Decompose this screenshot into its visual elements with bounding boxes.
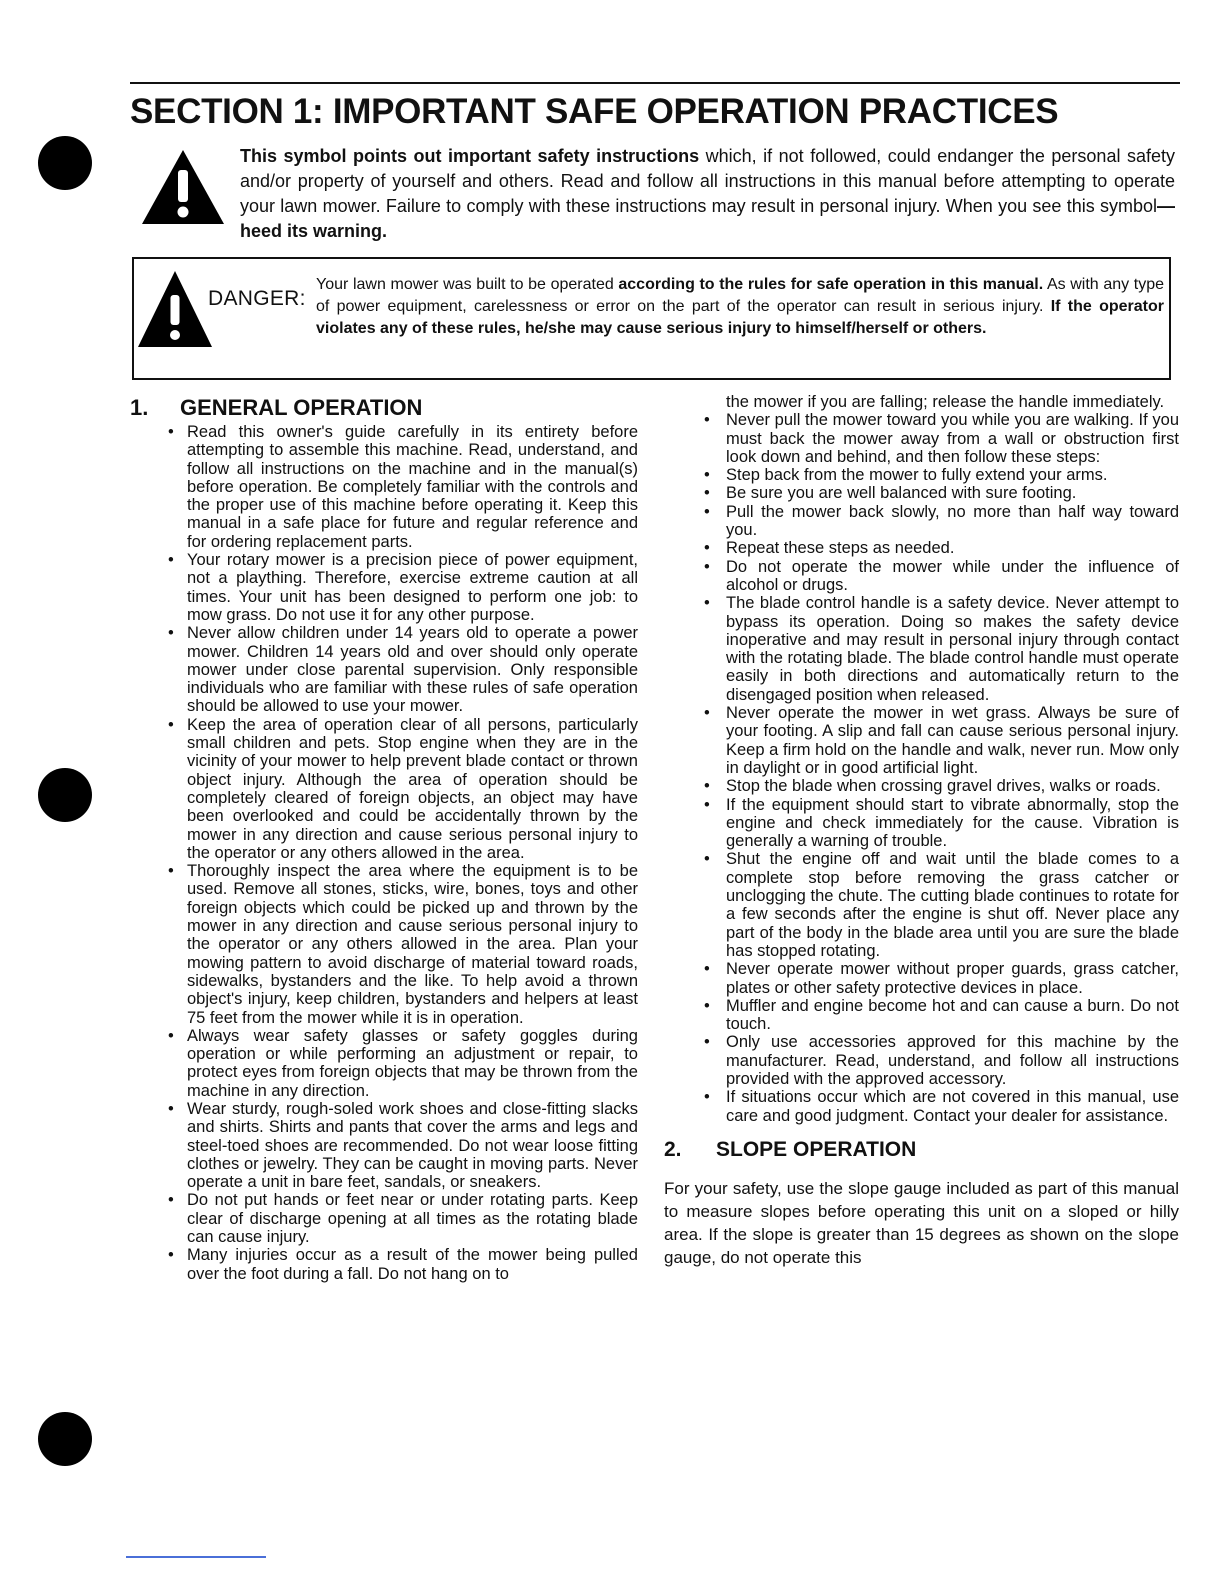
danger-notice [132,257,1171,380]
list-item [664,960,1179,997]
general-operation-list-left [130,423,638,1283]
list-item-text: Always wear safety glasses or safety goggles during operation or while performing an adjustment or repair, to protect eyes from foreign objects that may be thrown from the machine in any direction. [187,1026,638,1100]
bullet-icon: • [168,423,174,441]
list-item-text: The blade control handle is a safety device. Never attempt to bypass its operation. Doing so makes the safety device inoperative and may result in personal injury through contact with the rotating blade. The blade control handle must operate easily in both directions and automatically return to the disengaged position when released. [726,594,1179,704]
intro-lead-bold: This symbol points out important safety instructions [240,146,700,166]
danger-text [316,274,1164,340]
bullet-icon: • [168,551,174,570]
bullet-icon: • [704,850,710,869]
list-item-text: Do not put hands or feet near or under rotating parts. Keep clear of discharge opening at all times as the rotating blade can cause injury. [187,1191,638,1247]
list-item [664,850,1179,960]
list-item-text: Stop the blade when crossing gravel drives, walks or roads. [726,777,1161,796]
list-item-text: Read this owner's guide carefully in its entirety before attempting to assemble this machine. Read, understand, and follow all instructions on the machine and in the manual(s) before operation. Be completely familiar with the controls and the proper use of this machine before operating it. Keep this manual in a safe place for future and regular reference and for ordering replacement parts. [187,423,638,551]
list-item [130,1027,638,1100]
footer-rule [126,1556,266,1558]
slope-operation-number: 2. [664,1137,682,1161]
list-item [664,704,1179,777]
list-item-text: Many injuries occur as a result of the mower being pulled over the foot during a fall. Do not hang on to [187,1246,638,1283]
danger-text-1: Your lawn mower was built to be operated [316,276,619,293]
top-rule [130,82,1180,84]
general-operation-list-right [664,411,1179,1125]
list-item-text: Never operate mower without proper guards, grass catcher, plates or other safety protective devices in place. [726,960,1179,997]
list-item [664,484,1179,502]
list-item [130,716,638,862]
list-item-text: If the equipment should start to vibrate abnormally, stop the engine and check immediately for the cause. Vibration is generally a warning of trouble. [726,795,1179,851]
right-column [664,393,1179,1269]
list-item [130,1246,638,1283]
slope-operation-heading [664,1135,1179,1165]
danger-bold-2: If the operator violates any of these rules, he/she may cause serious injury to himself/herself or others. [316,298,1164,337]
bullet-icon: • [168,1191,174,1210]
safety-symbol-intro [140,140,1180,250]
danger-bold-1: according to the rules for safe operation in this manual. [618,276,1044,293]
general-operation-title: GENERAL OPERATION [180,395,423,420]
list-item [130,423,638,551]
danger-triangle-icon [136,269,214,349]
bullet-icon: • [704,1088,710,1107]
bullet-icon: • [704,777,710,796]
bullet-icon: • [704,795,710,814]
general-operation-heading [130,393,638,423]
list-item-text: Step back from the mower to fully extend your arms. [726,466,1108,485]
bullet-icon: • [704,502,710,521]
bullet-icon: • [704,704,710,723]
list-item [130,1100,638,1191]
left-column [130,393,638,1283]
bullet-icon: • [704,960,710,979]
list-item [664,411,1179,466]
list-item [664,466,1179,484]
list-item-text: Keep the area of operation clear of all persons, particularly small children and pets. Stop engine when they are in the vicinity of your mower to help prevent blade contact or thrown object injury. Although the area of operation should be completely cleared of foreign objects, an object may have been overlooked and could be accidentally thrown by the mower in any direction and cause serious personal injury to the operator or any others allowed in the area. [187,715,638,862]
list-item-text: Pull the mower back slowly, no more than half way toward you. [726,502,1179,540]
list-item [664,777,1179,795]
list-item-text: Shut the engine off and wait until the blade comes to a complete stop before removing the grass catcher or unclogging the chute. The cutting blade continues to rotate for a few seconds after the engine is shut off. Never place any part of the body in the blade area until you are sure the blade has stopped rotating. [726,850,1179,960]
list-item-text: Only use accessories approved for this machine by the manufacturer. Read, understand, and follow all instructions provided with the approved accessory. [726,1033,1179,1088]
intro-body: which, if not followed, could endanger the personal safety and/or property of yourself and others. Read and follow all instructions in this manual before attempting to operate your lawn mower. Failure to comply with these instructions may result in personal injury. When you see this symbol [240,146,1175,216]
binder-hole-middle [38,768,92,822]
slope-operation-title: SLOPE OPERATION [716,1137,917,1161]
list-item-text: Thoroughly inspect the area where the equipment is to be used. Remove all stones, sticks, wire, bones, toys and other foreign objects which could be picked up and thrown by the mower in any direction and cause serious personal injury to the operator or any others allowed in the area. Plan your mowing pattern to avoid discharge of material toward roads, sidewalks, bystanders and the like. To help avoid a thrown object's injury, keep children, bystanders and helpers at least 75 feet from the mower while it is in operation. [187,862,638,1027]
intro-text [240,144,1175,244]
list-item-text: Do not operate the mower while under the influence of alcohol or drugs. [726,557,1179,594]
bullet-icon: • [704,466,710,485]
bullet-icon: • [704,594,710,613]
list-item [664,796,1179,851]
list-item-text: Never pull the mower toward you while you are walking. If you must back the mower away from a wall or obstruction first look down and behind, and then follow these steps: [726,411,1179,466]
list-item [664,503,1179,540]
bullet-icon: • [704,557,710,576]
bullet-icon: • [704,411,710,430]
list-item-text: Wear sturdy, rough-soled work shoes and close-fitting slacks and shirts. Shirts and pants that cover the arms and legs and steel-toed shoes are recommended. Do not wear loose fitting clothes or jewelry. They can be caught in moving parts. Never operate a unit in bare feet, sandals, or sneakers. [187,1099,638,1192]
bullet-icon: • [704,484,710,503]
list-item-text: Be sure you are well balanced with sure footing. [726,484,1077,503]
general-operation-number: 1. [130,395,149,420]
bullet-icon: • [168,1246,174,1265]
bullet-icon: • [168,715,174,734]
list-item [664,594,1179,704]
bullet-icon: • [168,1099,174,1118]
list-item [130,862,638,1027]
list-item [664,558,1179,595]
list-item [664,1033,1179,1088]
list-item-text: Never operate the mower in wet grass. Always be sure of your footing. A slip and fall can cause serious personal injury. Keep a firm hold on the handle and walk, never run. Mow only in daylight or in good artificial light. [726,704,1179,777]
bullet-icon: • [704,539,710,558]
list-item [130,551,638,624]
list-item-text: Your rotary mower is a precision piece of power equipment, not a plaything. Therefore, exercise extreme caution at all times. Your unit has been designed to perform one job: to mow grass. Do not use it for any other purpose. [187,551,638,624]
intro-tail-bold: —heed its warning. [240,196,1175,241]
list-item-text: Muffler and engine become hot and can cause a burn. Do not touch. [726,996,1179,1034]
list-item [130,1191,638,1246]
list-item-text: Never allow children under 14 years old to operate a power mower. Children 14 years old and over should only operate mower under close parental supervision. Only responsible individuals who are familiar with these rules of safe operation should be allowed to use your mower. [187,624,638,716]
continued-item-text: the mower if you are falling; release the handle immediately. [726,393,1165,411]
list-item-text: If situations occur which are not covered in this manual, use care and good judgment. Contact your dealer for assistance. [726,1088,1179,1125]
bullet-icon: • [704,996,710,1015]
binder-hole-top [38,136,92,190]
list-item [664,1088,1179,1125]
danger-text-2: As with any type of power equipment, carelessness or error on the part of the operator can result in serious injury. [316,276,1164,315]
binder-hole-bottom [38,1412,92,1466]
bullet-icon: • [704,1033,710,1052]
bullet-icon: • [168,862,174,881]
bullet-icon: • [168,624,174,643]
bullet-icon: • [168,1026,174,1045]
warning-triangle-icon [140,148,226,226]
list-item-text: Repeat these steps as needed. [726,539,955,558]
list-item [130,624,638,715]
danger-label: DANGER: [208,287,306,310]
section-title: SECTION 1: IMPORTANT SAFE OPERATION PRACTICES [130,92,1059,131]
slope-operation-text: For your safety, use the slope gauge included as part of this manual to measure slopes before operating this unit on a sloped or hilly area. If the slope is greater than 15 degrees as shown on the slope gauge, do not operate this [664,1178,1179,1267]
list-item [664,539,1179,557]
list-item [664,997,1179,1034]
